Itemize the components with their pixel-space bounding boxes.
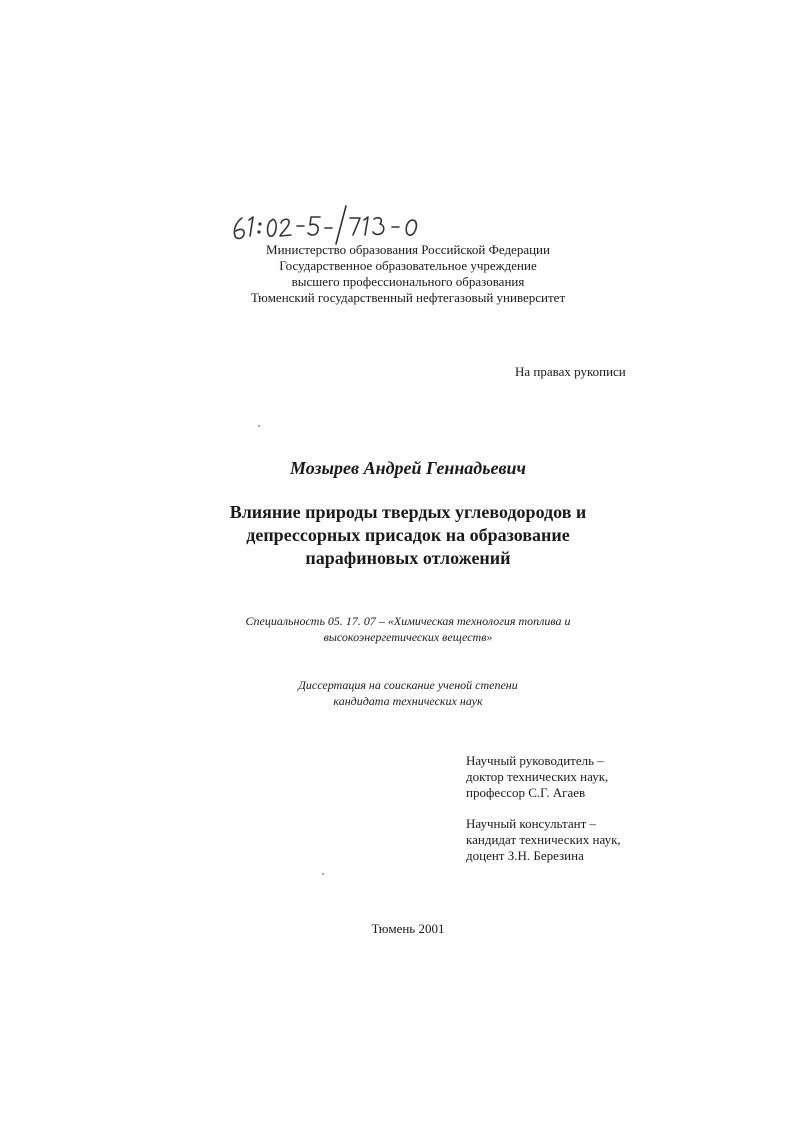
dissertation-title: [0, 501, 795, 570]
ministry-line: Министерство образования Российской Федерации: [266, 242, 550, 257]
institution-line: Государственное образовательное учреждение: [279, 258, 537, 273]
consultant-line: кандидат технических наук,: [466, 832, 621, 847]
university-line: Тюменский государственный нефтегазовый университет: [250, 290, 566, 305]
scan-speck: [322, 873, 324, 875]
degree-line: Диссертация на соискание ученой степени: [298, 678, 518, 692]
city-year: Тюмень 2001: [371, 921, 445, 936]
ministry-header: [0, 242, 795, 306]
manuscript-rights: На правах рукописи: [515, 364, 626, 379]
scientific-consultant: [466, 816, 621, 864]
supervisor-line: Научный руководитель –: [466, 753, 604, 768]
specialty-line: Специальность 05. 17. 07 – «Химическая технология топлива и: [245, 614, 571, 628]
specialty-line: высокоэнергетических веществ»: [323, 630, 493, 644]
scientific-supervisor: [466, 753, 608, 801]
handwritten-catalog-number: [228, 198, 478, 246]
supervisor-line: доктор технических наук,: [466, 769, 609, 784]
scan-speck: [258, 425, 260, 427]
title-line: депрессорных присадок на образование: [246, 525, 570, 545]
consultant-line: доцент З.Н. Березина: [466, 848, 584, 863]
consultant-line: Научный консультант –: [466, 816, 596, 831]
specialty: [0, 613, 795, 645]
title-line: Влияние природы твердых углеводородов и: [229, 502, 587, 522]
supervisor-line: профессор С.Г. Агаев: [466, 785, 586, 800]
degree-line: кандидата технических наук: [333, 694, 483, 708]
degree-statement: [0, 677, 795, 709]
title-line: парафиновых отложений: [305, 548, 511, 568]
education-line: высшего профессионального образования: [291, 274, 525, 289]
author-name: Мозырев Андрей Геннадьевич: [290, 458, 526, 478]
